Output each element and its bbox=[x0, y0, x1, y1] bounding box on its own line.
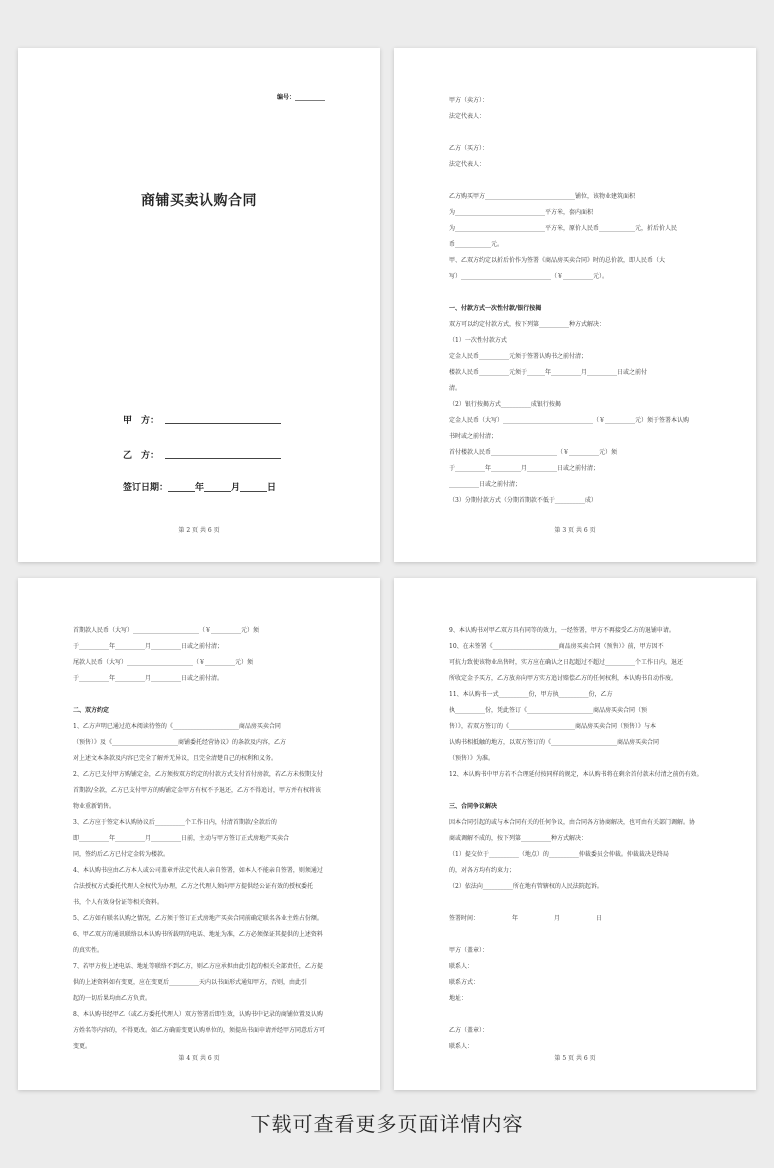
text-line: 书时或之前付清； bbox=[449, 433, 498, 440]
text-line: 为______________________________平方米，套内面积 bbox=[449, 209, 594, 216]
party-a-blank bbox=[165, 415, 281, 424]
text-line: 3、乙方应于签定本认购协议后__________个工作日内，付清首期款/全款后的 bbox=[73, 819, 277, 826]
text-line: 写）______________________________（￥__________元）。 bbox=[449, 273, 609, 280]
text-line: 方姓名等内容的，不得更改。如乙方确需变更认购单位的，须提出书面申请并经甲方同意后方可 bbox=[73, 1027, 326, 1034]
paragraph-gap bbox=[449, 125, 704, 141]
page-number: 第 5 页 共 6 页 bbox=[554, 1055, 596, 1062]
party-b-field bbox=[123, 448, 281, 461]
text-line: 6、甲乙双方的通讯联络以本认购书所载明的电话、地址为准，乙方必须保证其提供的上述资料 bbox=[73, 931, 323, 938]
text-line: 售）》，若双方签订的《______________________商品房买卖合同（预售）》与本 bbox=[449, 723, 657, 730]
text-line: 可抗力致使该物业出售时，实方应在确认之日起超过不超过__________个工作日内，退还 bbox=[449, 659, 684, 666]
paragraph-gap bbox=[449, 895, 704, 911]
text-line: （预售）》及《______________________商铺委托经营协议》的条款及内容，乙方 bbox=[73, 739, 287, 746]
text-line: 楼款人民币__________元须于______年__________月__________日或之前付 bbox=[449, 369, 648, 376]
text-line: 因本合同引起的或与本合同有关的任何争议，由合同各方协商解决，也可由有关部门调解。协 bbox=[449, 819, 696, 826]
text-line: 定金人民币__________元须于签署认购书之前付清； bbox=[449, 353, 588, 360]
text-line: 商或调解不成的，按下列第__________种方式解决： bbox=[449, 835, 588, 842]
contract-number: 编号：__________ bbox=[276, 94, 325, 101]
text-line: 11、本认购书一式__________份，甲方执__________份，乙方 bbox=[449, 691, 613, 698]
text-line: 尾款人民币（大写）______________________（￥__________元）须 bbox=[73, 659, 254, 666]
sign-date: 签订日期：______年______月______日 bbox=[123, 483, 277, 493]
text-line: （1）一次性付款方式 bbox=[449, 337, 507, 344]
text-line: 二、双方约定 bbox=[73, 707, 110, 714]
page-5 bbox=[394, 578, 756, 1090]
text-line: 甲方（卖方）： bbox=[449, 97, 489, 104]
page-number: 第 3 页 共 6 页 bbox=[554, 527, 596, 534]
text-line: 10、在未签署《______________________商品房买卖合同（预售）》前，甲方因不 bbox=[449, 643, 664, 650]
text-line: 所收定金予买方，乙方放弃向甲方实方追讨赔偿乙方的任何权利，本认购书自动作废。 bbox=[449, 675, 678, 682]
text-line: 物业重新销售。 bbox=[73, 803, 116, 810]
text-line: 9、本认购书对甲乙双方具有同等的效力，一经签署，甲方不再接受乙方的退铺申请。 bbox=[449, 627, 675, 634]
text-line: 执__________份，凭此签订《______________________商品房买卖合同（预 bbox=[449, 707, 648, 714]
text-line: 乙方（盖章）： bbox=[449, 1027, 489, 1034]
text-line: 变更。 bbox=[73, 1043, 92, 1050]
text-line: 乙方购买甲方______________________________铺位，该物业建筑面积 bbox=[449, 193, 636, 200]
text-line: 5、乙方如有联名认购之情况，乙方须于签订正式房地产买卖合同前确定联名各业主姓占份额。 bbox=[73, 915, 323, 922]
text-line: 地址： bbox=[449, 995, 468, 1002]
text-line: 签署时间： 年 月 日 bbox=[449, 915, 603, 922]
text-line: （预售）》为准。 bbox=[449, 755, 495, 762]
text-line: 定金人民币（大写）______________________________（￥__________元）须于签署本认购 bbox=[449, 417, 690, 424]
text-line: 于__________年__________月__________日或之前付清； bbox=[73, 643, 224, 650]
text-line: 合法授权方式委托代理人全权代为办理，乙方之代理人须向甲方提供经公证有效的授权委托 bbox=[73, 883, 314, 890]
text-line: 乙方（买方）： bbox=[449, 145, 489, 152]
text-line: （3）分期付款方式（分期首期款不低于__________成） bbox=[449, 497, 597, 504]
text-line: 8、本认购书经甲乙（或乙方委托代理人）双方签署后即生效，认购书中记录的商铺位置及认购 bbox=[73, 1011, 323, 1018]
page-5-body bbox=[449, 623, 704, 1055]
document-title: 商铺买卖认购合同 bbox=[141, 193, 257, 209]
text-line: 为______________________________平方米，原价人民币____________元，折后价人民 bbox=[449, 225, 678, 232]
party-a-label: 甲 方： bbox=[123, 416, 160, 426]
text-line: 甲、乙双方约定以折后价作为签署《商品房买卖合同》时的总价款，即人民币（大 bbox=[449, 257, 666, 264]
text-line: 2、乙方已支付甲方购铺定金，乙方须按双方约定的付款方式支付首付房款，若乙方未按期支付 bbox=[73, 771, 323, 778]
page-3-body bbox=[449, 93, 704, 509]
text-line: 认购书相抵触的地方，以双方签订的《______________________商品房买卖合同 bbox=[449, 739, 660, 746]
page-4-body bbox=[73, 623, 328, 1055]
text-line: 12、本认购书中甲方若不合理延付按同样的规定，本认购书将在剩余首付款未付清之前仍有效。 bbox=[449, 771, 703, 778]
text-line: 对上述文本条款及内容已完全了解并无异议，且完全清楚自己的权利和义务。 bbox=[73, 755, 278, 762]
text-line: 的，对各方均有约束力； bbox=[449, 867, 516, 874]
paragraph-gap bbox=[449, 285, 704, 301]
paragraph-gap bbox=[449, 173, 704, 189]
paragraph-gap bbox=[449, 1007, 704, 1023]
text-line: （2）银行按揭方式__________成银行按揭 bbox=[449, 401, 561, 408]
page-4 bbox=[18, 578, 380, 1090]
text-line: 的真实性。 bbox=[73, 947, 104, 954]
paragraph-gap bbox=[73, 687, 328, 703]
text-line: 起的一切后果均由乙方负责。 bbox=[73, 995, 152, 1002]
party-b-blank bbox=[165, 450, 281, 459]
text-line: 币____________元。 bbox=[449, 241, 504, 248]
text-line: 4、本认购书应由乙方本人或公司盖章并法定代表人亲自签署，如本人不能亲自签署，则须通过 bbox=[73, 867, 323, 874]
party-b-label: 乙 方： bbox=[123, 451, 160, 461]
text-line: 联系人： bbox=[449, 963, 474, 970]
text-line: 三、合同争议解决 bbox=[449, 803, 498, 810]
text-line: 首期款人民币（大写）______________________（￥__________元）须 bbox=[73, 627, 260, 634]
text-line: 1、乙方声明已通过范本阅读待签的《______________________商品房买卖合同 bbox=[73, 723, 281, 730]
text-line: 双方可以约定付款方式，按下列第__________种方式解决： bbox=[449, 321, 606, 328]
text-line: 一、付款方式一次性付款/银行按揭 bbox=[449, 305, 542, 312]
page-cover bbox=[18, 48, 380, 562]
text-line: 联系方式： bbox=[449, 979, 480, 986]
text-line: 书，个人有效身份证等相关资料。 bbox=[73, 899, 164, 906]
paragraph-gap bbox=[449, 783, 704, 799]
text-line: 于__________年__________月__________日或之前付清； bbox=[449, 465, 600, 472]
text-line: 法定代表人： bbox=[449, 161, 486, 168]
text-line: 首付楼款人民币______________________（￥__________元）须 bbox=[449, 449, 618, 456]
text-line: 同，签约后乙方已付定金转为楼款。 bbox=[73, 851, 170, 858]
party-a-field bbox=[123, 413, 281, 426]
page-number: 第 4 页 共 6 页 bbox=[178, 1055, 220, 1062]
text-line: 7、若甲方按上述电话、地址等联络不到乙方，则乙方应承担由此引起的相关全部责任，乙方提 bbox=[73, 963, 323, 970]
page-number: 第 2 页 共 6 页 bbox=[178, 527, 220, 534]
text-line: 首期款/全款，乙方已支付甲方的购铺定金甲方有权不予退还，乙方不得追讨，甲方并有权将该 bbox=[73, 787, 322, 794]
page-3 bbox=[394, 48, 756, 562]
paragraph-gap bbox=[449, 927, 704, 943]
text-line: （2）依法向__________所在地有管辖权的人民法院起诉。 bbox=[449, 883, 603, 890]
text-line: （1）提交位于__________（地点）的__________仲裁委员会仲裁。仲裁裁决是终局 bbox=[449, 851, 669, 858]
download-caption: 下载可查看更多页面详情内容 bbox=[250, 1112, 524, 1136]
text-line: 于__________年__________月__________日或之前付清。 bbox=[73, 675, 224, 682]
text-line: 甲方（盖章）： bbox=[449, 947, 489, 954]
text-line: 法定代表人： bbox=[449, 113, 486, 120]
text-line: 联系人： bbox=[449, 1043, 474, 1050]
text-line: 清。 bbox=[449, 385, 462, 392]
text-line: 供的上述资料如有变更，应在变更后__________天内以书面形式通知甲方，否则，由此引 bbox=[73, 979, 308, 986]
text-line: __________日或之前付清； bbox=[449, 481, 522, 488]
text-line: 即__________年__________月__________日前，主动与甲方签订正式房地产买卖合 bbox=[73, 835, 290, 842]
